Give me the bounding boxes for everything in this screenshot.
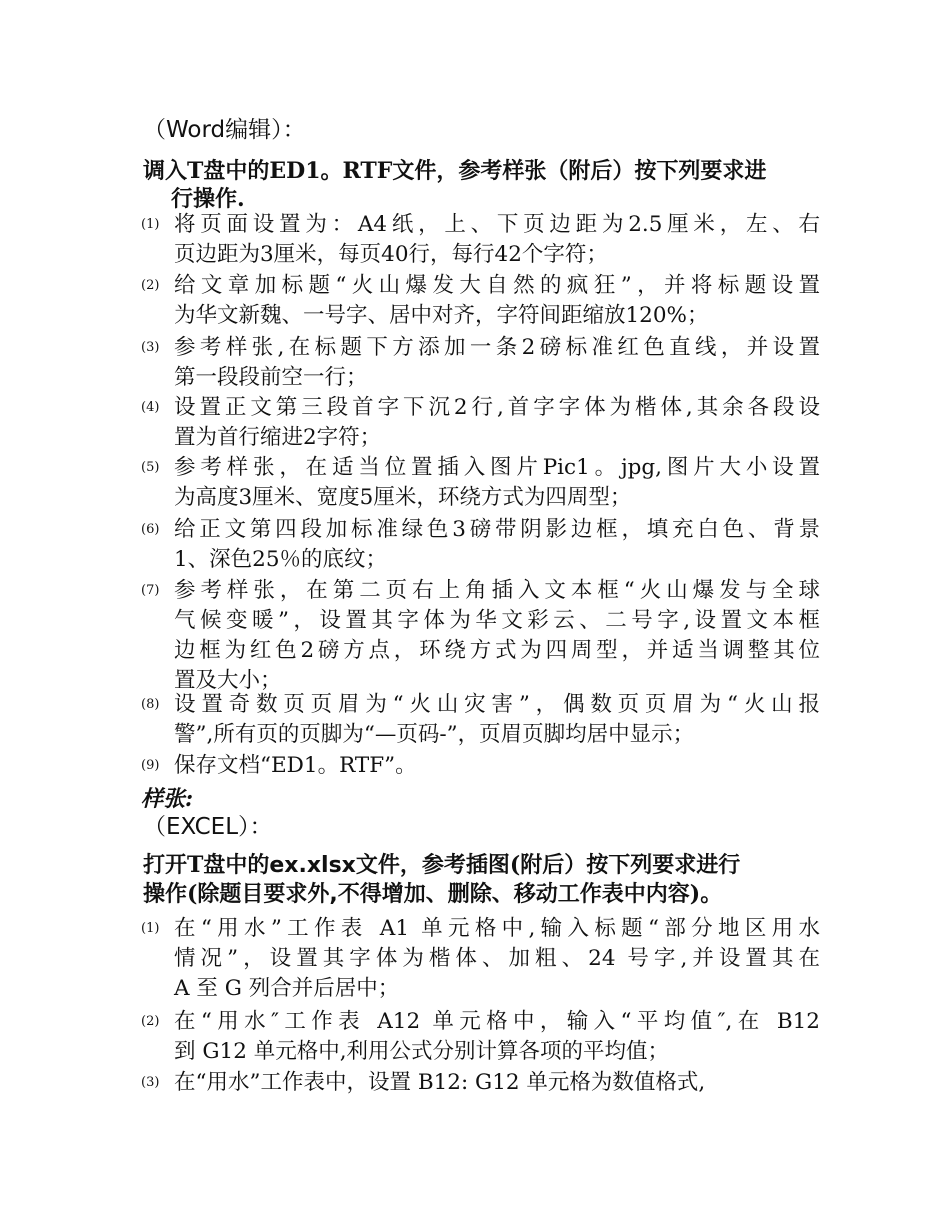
excel-intro-line2: [143, 880, 823, 909]
item-text-line: 设置奇数页页眉为“火山灾害”，偶数页页眉为“火山报: [174, 692, 820, 717]
item-text-line: 保存文档“ED1。RTF”。: [174, 753, 417, 778]
word-intro-line2: 行操作.: [171, 186, 245, 212]
item-text-line: 将页面设置为：A4纸，上、下页边距为2.5厘米，左、右: [174, 212, 820, 237]
excel-intro-line2a: 操作(除题目要求外: [143, 881, 330, 907]
word-requirement-item: [141, 333, 821, 393]
item-number: (4): [141, 400, 160, 415]
item-text-line: 情况”，设置其字体为楷体、加粗、24 号字,并设置其在: [174, 946, 820, 971]
item-text-line: 在“用水”工作表中，设置 B12: G12 单元格为数值格式,: [174, 1070, 706, 1095]
word-requirement-item: [141, 210, 821, 270]
item-text-line: 边框为红色2磅方点，环绕方式为四周型，并适当调整其位: [174, 638, 820, 663]
item-text-line: 置为首行缩进2字符；: [174, 425, 382, 450]
item-number: (3): [141, 1075, 160, 1090]
excel-requirement-item: [141, 1068, 821, 1098]
excel-intro-part1: 打开T盘中的: [143, 852, 270, 878]
item-number: (7): [141, 583, 160, 598]
item-number: (2): [141, 1014, 160, 1029]
item-text-line: 为华文新魏、一号字、居中对齐，字符间距缩放120%；: [174, 303, 709, 328]
word-intro-line1: 调入T盘中的ED1。RTF文件，参考样张（附后）按下列要求进: [143, 158, 767, 184]
word-intro: [143, 157, 823, 213]
item-number: (5): [141, 460, 160, 475]
word-requirement-item: [141, 751, 821, 781]
item-text-line: 为高度3厘米、宽度5厘米，环绕方式为四周型；: [174, 485, 632, 510]
item-text-line: 参考样张，在适当位置插入图片Pic1。jpg,图片大小设置: [174, 455, 820, 480]
item-text-line: 置及大小；: [174, 668, 282, 693]
excel-intro: [143, 851, 823, 909]
item-number: (9): [141, 758, 160, 773]
item-text-line: 给正文第四段加标准绿色3磅带阴影边框，填充白色、背景: [174, 517, 820, 542]
excel-section-heading: （EXCEL）：: [143, 814, 273, 840]
item-text-line: 参考样张,在标题下方添加一条2磅标准红色直线，并设置: [174, 335, 820, 360]
item-text-line: 在“用水″工作表 A12 单元格中，输入“平均值″,在 B12: [174, 1009, 820, 1034]
item-text-line: 参考样张，在第二页右上角插入文本框“火山爆发与全球: [174, 578, 820, 603]
word-requirement-item: [141, 453, 821, 513]
excel-requirement-item: [141, 914, 821, 1004]
excel-intro-comma: ,: [329, 882, 338, 907]
item-number: (1): [141, 921, 160, 936]
item-number: (2): [141, 278, 160, 293]
item-text-line: 气候变暖”，设置其字体为华文彩云、二号字,设置文本框: [174, 608, 820, 633]
excel-intro-part2: 文件，参考插图(附后）按下列要求进行: [355, 852, 741, 878]
word-requirement-item: [141, 515, 821, 575]
word-requirement-item: [141, 271, 821, 331]
excel-intro-filename: ex.xlsx: [269, 853, 356, 878]
item-text-line: 页边距为3厘米，每页40行，每行42个字符；: [174, 242, 608, 267]
item-text-line: 1、深色25％的底纹；: [174, 547, 388, 572]
item-text-line: 设置正文第三段首字下沉2行,首字字体为楷体,其余各段设: [174, 395, 820, 420]
item-text-line: A 至 G 列合并后居中；: [174, 976, 400, 1001]
word-requirement-item: [141, 576, 821, 696]
word-requirement-item: [141, 690, 821, 750]
sample-label: 样张:: [141, 786, 194, 812]
item-text-line: 在“用水”工作表 A1 单元格中,输入标题“部分地区用水: [174, 916, 820, 941]
item-number: (8): [141, 697, 160, 712]
item-text-line: 给文章加标题“火山爆发大自然的疯狂”，并将标题设置: [174, 273, 820, 298]
word-requirement-item: [141, 393, 821, 453]
item-text-line: 警”,所有页的页脚为“—页码-”，页眉页脚均居中显示；: [174, 722, 695, 747]
excel-intro-line1: [143, 851, 823, 880]
item-text-line: 到 G12 单元格中,利用公式分别计算各项的平均值；: [174, 1039, 670, 1064]
item-number: (1): [141, 217, 160, 232]
item-text-line: 第一段段前空一行；: [174, 365, 368, 390]
item-number: (3): [141, 340, 160, 355]
word-section-heading: （Word编辑）：: [143, 117, 306, 143]
excel-requirement-item: [141, 1007, 821, 1067]
excel-intro-line2b: 不得增加、删除、移动工作表中内容)。: [337, 881, 723, 907]
item-number: (6): [141, 522, 160, 537]
